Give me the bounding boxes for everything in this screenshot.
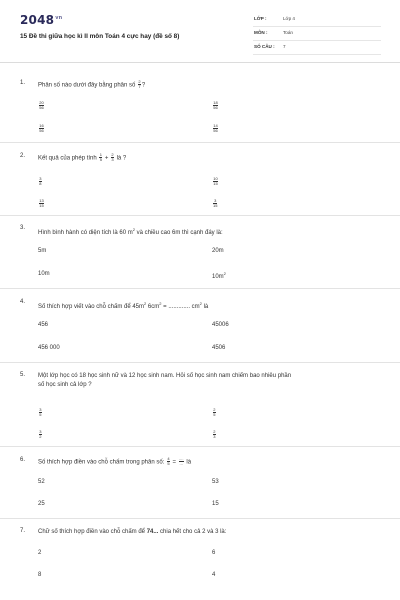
option-text: 10m (212, 274, 224, 280)
denominator: 15 (213, 181, 218, 187)
option-a[interactable]: 456 (38, 322, 49, 328)
option-c[interactable]: 456 000 (38, 345, 60, 351)
superscript: 2 (223, 271, 226, 276)
denominator: 5 (99, 157, 102, 163)
numerator: 2 (213, 429, 216, 434)
option-d[interactable]: 4 (212, 572, 216, 578)
denominator: 8 (39, 181, 42, 187)
question-text-part: = ............. cm (161, 304, 200, 310)
superscript: 2 (199, 301, 202, 306)
meta-key: SỐ CÂU : (254, 44, 275, 49)
question-text-part: Phân số nào dưới đây bằng phân số (38, 82, 138, 89)
denominator: 5 (167, 461, 170, 467)
question-number: 4. (20, 299, 26, 305)
option-a[interactable]: 52 (38, 479, 45, 485)
question-text-part: 6cm (146, 304, 160, 310)
denominator: 3 (111, 157, 114, 163)
numerator: 2 (111, 152, 114, 157)
question-text-line: số học sinh cả lớp ? (38, 382, 92, 388)
option-b[interactable]: 20m (212, 248, 224, 254)
question-text-line: Một lớp học có 18 học sinh nữ và 12 học sinh nam. Hỏi số học sinh nam chiếm bao nhiêu phần (38, 373, 292, 379)
numerator: 2 (138, 79, 141, 84)
option-b[interactable] (212, 177, 219, 187)
numerator: 16 (39, 123, 44, 128)
option-d[interactable]: 4506 (212, 345, 226, 351)
numerator: .... (179, 456, 184, 461)
option-b[interactable]: 6 (212, 550, 216, 556)
question-text-part: và chiều cao 6m thì cạnh đáy là: (134, 230, 223, 236)
denominator: 2 (39, 434, 42, 440)
option-d[interactable] (212, 271, 226, 280)
question-text-part: Chữ số thích hợp điền vào chỗ chấm để (38, 529, 147, 535)
denominator: 3 (213, 434, 216, 440)
option-a[interactable] (38, 101, 45, 111)
meta-value: Lớp 4 (283, 16, 295, 21)
logo-text: 2048 (20, 13, 55, 27)
option-d[interactable] (212, 430, 217, 440)
option-c[interactable]: 25 (38, 501, 45, 507)
question-text (38, 457, 378, 467)
equals-sign: = (172, 459, 177, 466)
option-d[interactable]: 15 (212, 501, 219, 507)
denominator: 7 (138, 84, 141, 90)
fraction (138, 80, 141, 90)
question-divider (0, 288, 400, 289)
question-number: 2. (20, 153, 26, 159)
question-text-part: Hình bình hành có diện tích là 60 m (38, 230, 133, 236)
denominator: 5 (39, 412, 42, 418)
superscript: 2 (132, 227, 135, 232)
numerator: 3 (39, 176, 42, 181)
fraction (179, 457, 184, 467)
question-number: 1. (20, 80, 26, 86)
denominator: 56 (39, 128, 44, 134)
meta-row-class (253, 14, 381, 27)
question-divider (0, 446, 400, 447)
denominator: 15 (39, 203, 44, 209)
option-c[interactable]: 8 (38, 572, 42, 578)
question-text (38, 80, 378, 90)
question-divider (0, 142, 400, 143)
meta-panel (253, 14, 381, 56)
question-text-bold: 74... (146, 529, 159, 535)
question-number: 7. (20, 528, 26, 534)
denominator: 5 (213, 412, 216, 418)
option-b[interactable]: 45006 (212, 322, 229, 328)
question-text (38, 299, 378, 312)
option-c[interactable] (38, 430, 43, 440)
question-number: 3. (20, 225, 26, 231)
numerator: 3 (39, 429, 42, 434)
numerator: 14 (213, 123, 218, 128)
question-text-part: Số thích hợp viết vào chỗ chấm để 45m (38, 304, 144, 310)
question-text-part: là (184, 459, 192, 466)
numerator: 3 (39, 407, 42, 412)
numerator: 13 (39, 198, 44, 203)
denominator: 56 (39, 105, 44, 111)
fraction (111, 153, 114, 163)
option-b[interactable] (212, 101, 219, 111)
question-text-part: là (201, 304, 209, 310)
header-divider (0, 62, 400, 63)
numerator: 10 (213, 176, 218, 181)
numerator: 20 (39, 100, 44, 105)
denominator: 56 (213, 105, 218, 111)
question-divider (0, 518, 400, 519)
denominator: ... (179, 461, 183, 467)
option-a[interactable] (38, 408, 43, 418)
question-text-part: Kết quả của phép tính (38, 155, 99, 162)
option-d[interactable] (212, 199, 218, 209)
question-text (38, 153, 378, 163)
question-number: 5. (20, 372, 26, 378)
option-c[interactable] (38, 124, 45, 134)
option-a[interactable]: 2 (38, 550, 42, 556)
site-logo[interactable] (20, 13, 62, 27)
meta-key: MÔN : (254, 30, 268, 35)
plus-sign: + (104, 155, 109, 162)
question-text (38, 372, 378, 390)
fraction (167, 457, 170, 467)
numerator: 1 (99, 152, 102, 157)
question-divider (0, 362, 400, 363)
meta-value: Toán (283, 30, 293, 35)
question-text-part: là ? (114, 155, 127, 162)
question-number: 6. (20, 457, 26, 463)
option-d[interactable] (212, 124, 219, 134)
numerator: 3 (214, 198, 217, 203)
option-a[interactable]: 5m (38, 248, 47, 254)
option-c[interactable]: 10m (38, 271, 50, 277)
meta-row-count (253, 42, 381, 55)
superscript: 2 (159, 301, 162, 306)
option-c[interactable] (38, 199, 45, 209)
option-a[interactable] (38, 177, 43, 187)
question-text-part: ? (141, 82, 146, 89)
question-text (38, 225, 378, 238)
meta-row-subject (253, 28, 381, 41)
denominator: 56 (213, 128, 218, 134)
fraction (99, 153, 102, 163)
option-b[interactable] (212, 408, 217, 418)
denominator: 15 (213, 203, 218, 209)
logo-suffix: vn (55, 15, 63, 21)
numerator: 18 (213, 100, 218, 105)
question-divider (0, 215, 400, 216)
numerator: 4 (167, 456, 170, 461)
question-text (38, 528, 378, 537)
question-text-part: chia hết cho cả 2 và 3 là: (158, 529, 227, 535)
superscript: 2 (144, 301, 147, 306)
document-title: 15 Đề thi giữa học kì II môn Toán 4 cực hay (đề số 8) (20, 33, 180, 40)
numerator: 2 (213, 407, 216, 412)
meta-value: 7 (283, 44, 286, 49)
option-b[interactable]: 53 (212, 479, 219, 485)
question-text-part: Số thích hợp điền vào chỗ chấm trong phân số: (38, 459, 167, 466)
meta-key: LỚP : (254, 16, 267, 21)
